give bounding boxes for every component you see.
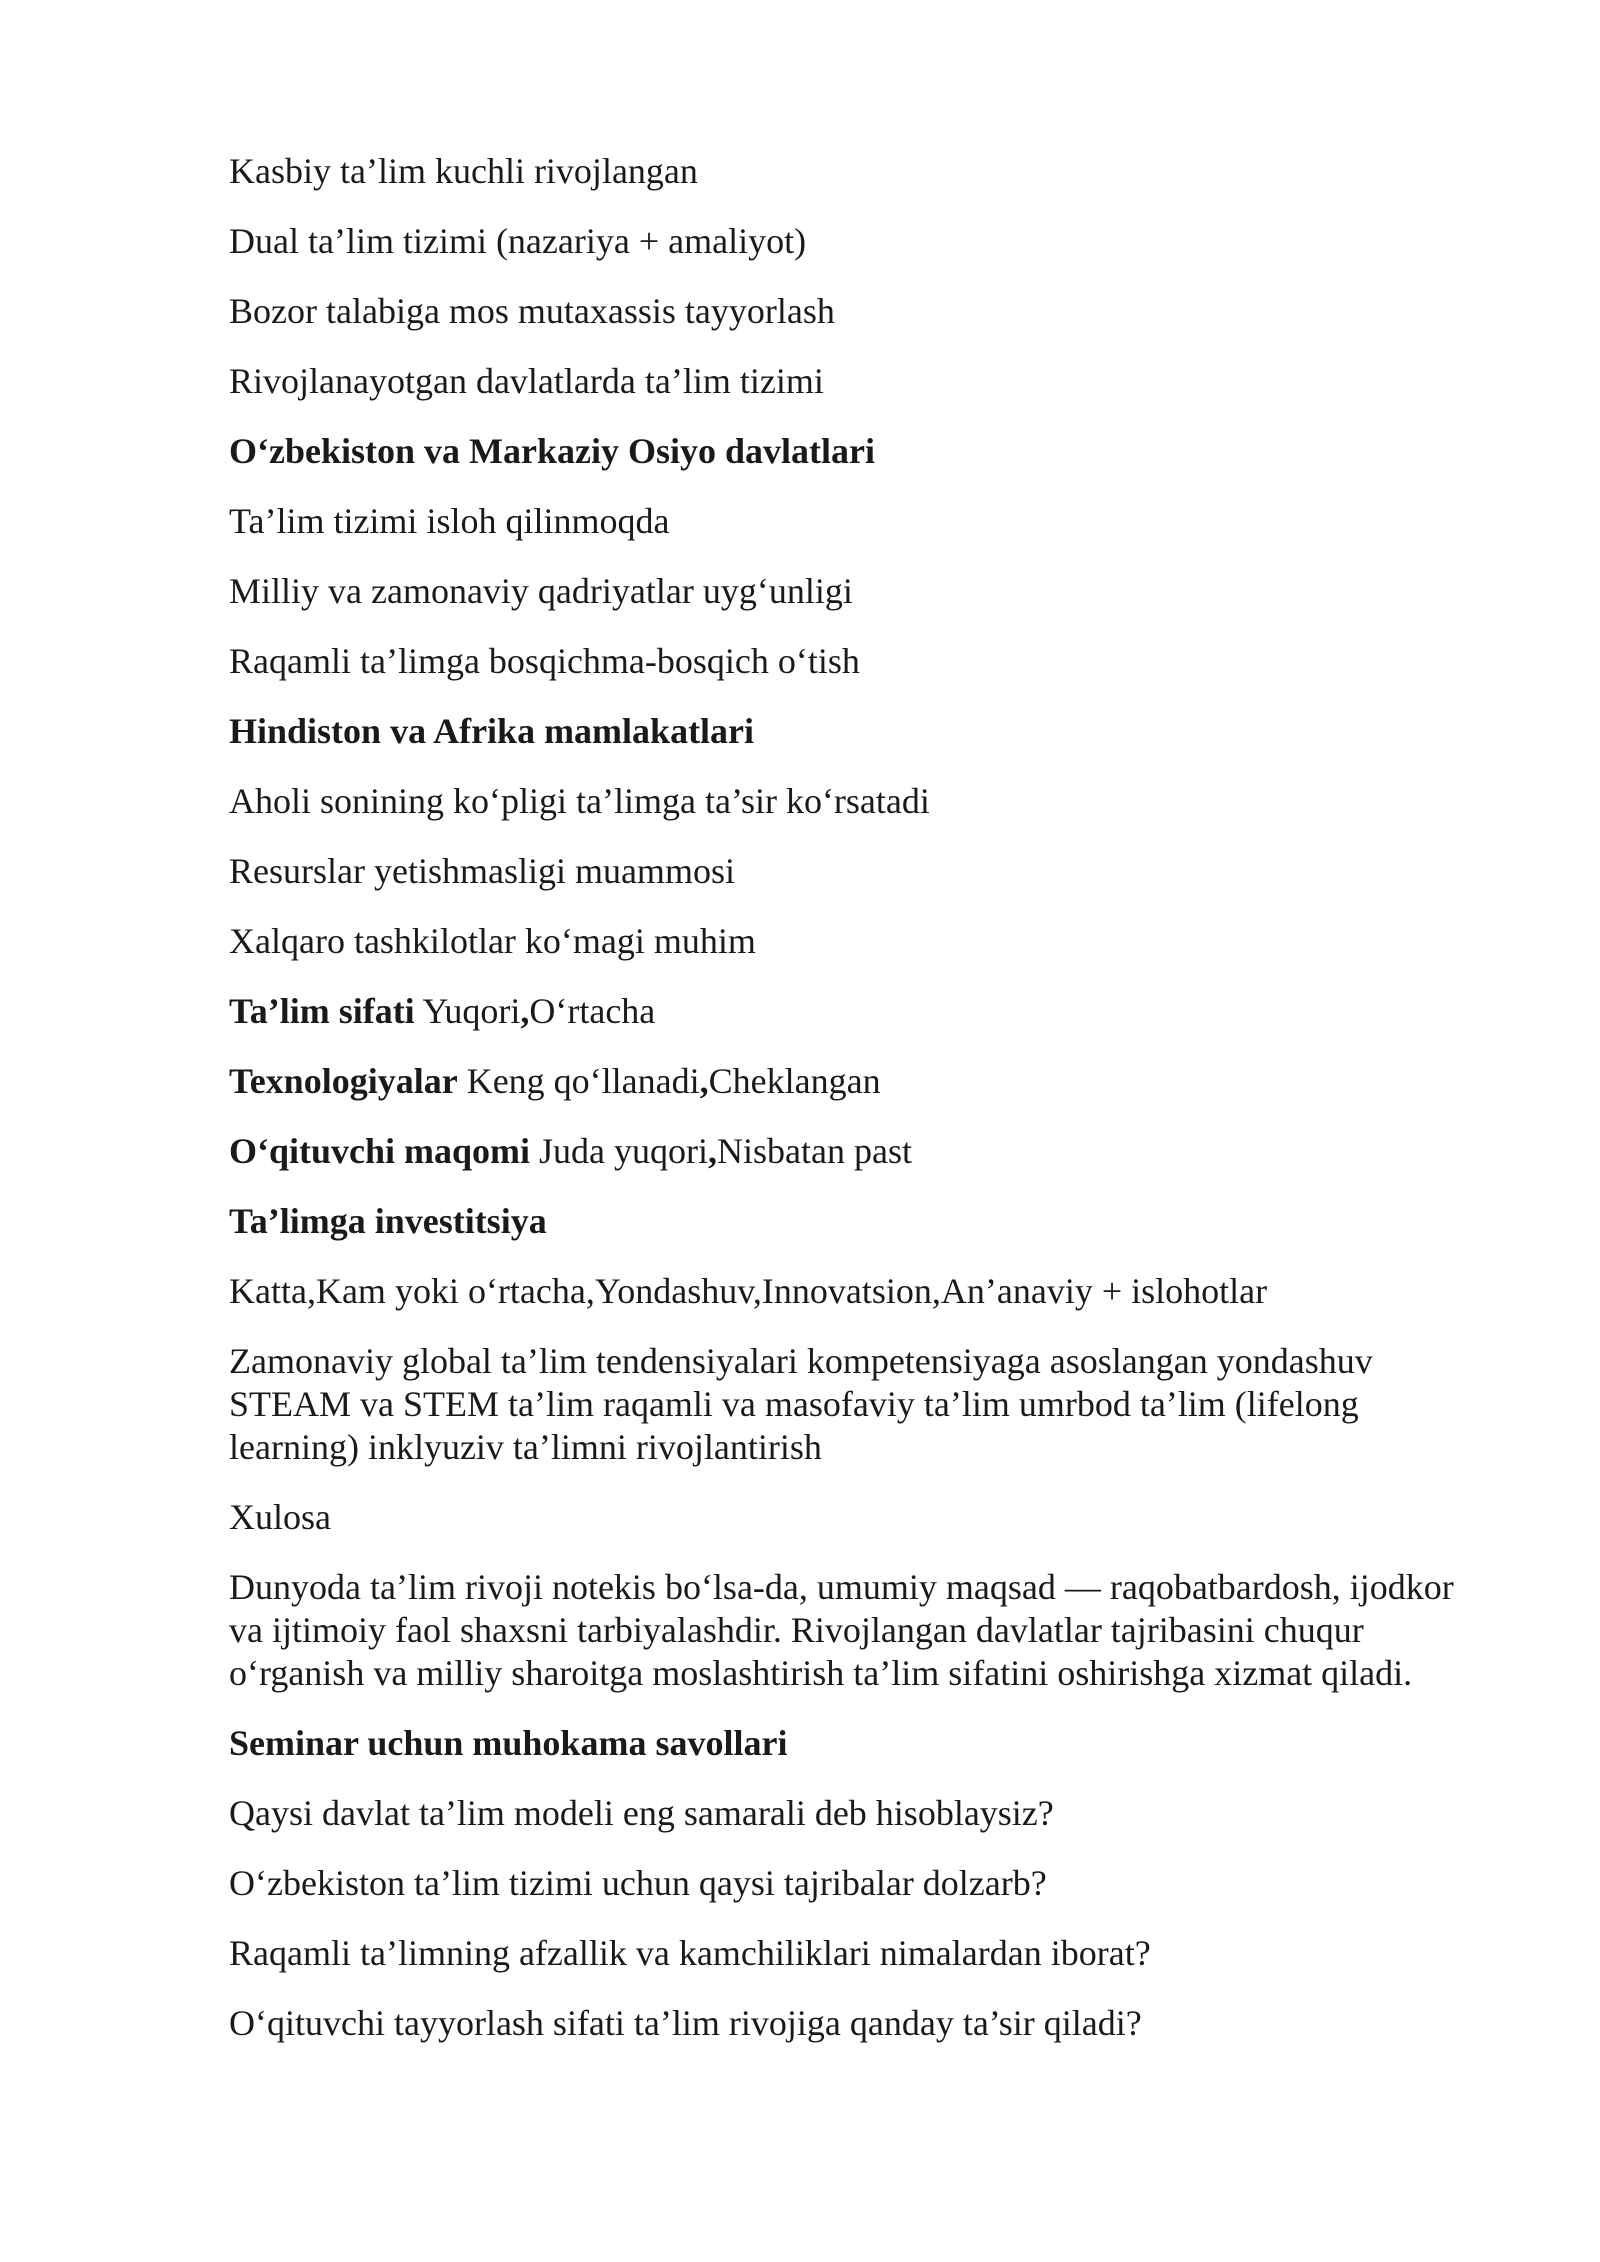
comparison-row-texnologiyalar bbox=[229, 1060, 1489, 1103]
section-heading-uzbekistan: O‘zbekiston va Markaziy Osiyo davlatlari bbox=[229, 431, 875, 471]
paragraph: Katta,Kam yoki o‘rtacha,Yondashuv,Innovatsion,An’anaviy + islohotlar bbox=[229, 1271, 1268, 1311]
comparison-value: Yuqori bbox=[414, 991, 521, 1031]
comparison-label: Ta’lim sifati bbox=[229, 991, 415, 1031]
paragraph: Aholi sonining ko‘pligi ta’limga ta’sir ko‘rsatadi bbox=[229, 781, 930, 821]
paragraph: Kasbiy ta’lim kuchli rivojlangan bbox=[229, 151, 698, 191]
question-item: Raqamli ta’limning afzallik va kamchiliklari nimalardan iborat? bbox=[229, 1933, 1151, 1973]
paragraph: Rivojlanayotgan davlatlarda ta’lim tizimi bbox=[229, 361, 824, 401]
document-body bbox=[229, 150, 1489, 2072]
comparison-label: Texnologiyalar bbox=[229, 1061, 458, 1101]
comparison-separator: , bbox=[520, 991, 530, 1031]
section-heading-hindiston: Hindiston va Afrika mamlakatlari bbox=[229, 711, 755, 751]
paragraph: Milliy va zamonaviy qadriyatlar uyg‘unligi bbox=[229, 571, 853, 611]
comparison-row-sifat bbox=[229, 990, 1489, 1033]
paragraph: Raqamli ta’limga bosqichma-bosqich o‘tish bbox=[229, 641, 860, 681]
paragraph-xulosa-title: Xulosa bbox=[229, 1497, 331, 1537]
comparison-separator: , bbox=[708, 1131, 718, 1171]
comparison-row-maqom bbox=[229, 1130, 1489, 1173]
section-heading-seminar: Seminar uchun muhokama savollari bbox=[229, 1723, 788, 1763]
paragraph: Resurslar yetishmasligi muammosi bbox=[229, 851, 735, 891]
comparison-separator: , bbox=[699, 1061, 709, 1101]
paragraph: Dual ta’lim tizimi (nazariya + amaliyot) bbox=[229, 221, 807, 261]
paragraph: Bozor talabiga mos mutaxassis tayyorlash bbox=[229, 291, 835, 331]
question-item: O‘zbekiston ta’lim tizimi uchun qaysi tajribalar dolzarb? bbox=[229, 1863, 1047, 1903]
comparison-value: Juda yuqori bbox=[530, 1131, 709, 1171]
paragraph: Xalqaro tashkilotlar ko‘magi muhim bbox=[229, 921, 756, 961]
comparison-value: O‘rtacha bbox=[529, 991, 656, 1031]
question-item: O‘qituvchi tayyorlash sifati ta’lim rivojiga qanday ta’sir qiladi? bbox=[229, 2003, 1142, 2043]
paragraph: Ta’lim tizimi isloh qilinmoqda bbox=[229, 501, 670, 541]
comparison-value: Keng qo‘llanadi bbox=[457, 1061, 700, 1101]
paragraph-xulosa-body: Dunyoda ta’lim rivoji notekis bo‘lsa-da, umumiy maqsad — raqobatbardosh, ijodkor va ijtimoiy faol shaxsni tarbiyalashdir. Rivojlangan davlatlar tajribasini chuqur o‘rganish va milliy sharoitga moslashtirish ta’lim sifatini oshirishga xizmat qiladi. bbox=[229, 1567, 1454, 1693]
section-heading-investitsiya: Ta’limga investitsiya bbox=[229, 1201, 547, 1241]
comparison-value: Cheklangan bbox=[708, 1061, 881, 1101]
paragraph-tendensiyalar: Zamonaviy global ta’lim tendensiyalari kompetensiyaga asoslangan yondashuv STEAM va STEM ta’lim raqamli va masofaviy ta’lim umrbod ta’lim (lifelong learning) inklyuziv ta’limni rivojlantirish bbox=[229, 1341, 1373, 1467]
comparison-value: Nisbatan past bbox=[717, 1131, 912, 1171]
comparison-label: O‘qituvchi maqomi bbox=[229, 1131, 531, 1171]
question-item: Qaysi davlat ta’lim modeli eng samarali deb hisoblaysiz? bbox=[229, 1793, 1054, 1833]
